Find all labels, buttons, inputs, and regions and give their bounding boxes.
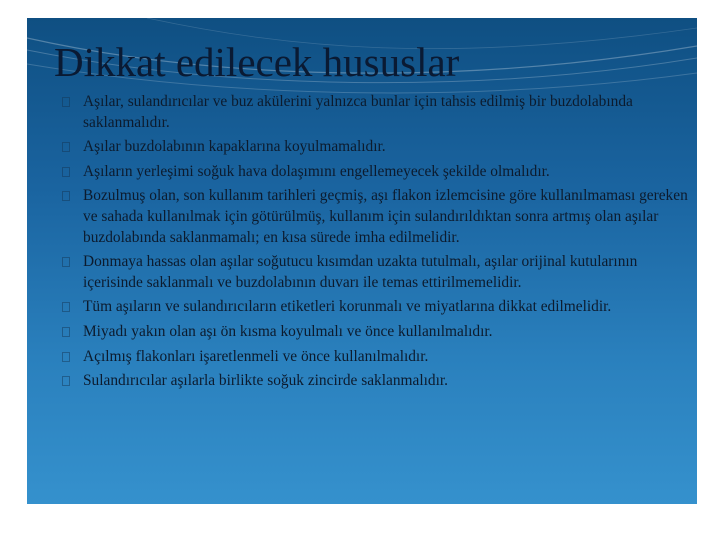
bullet-text: Aşıların yerleşimi soğuk hava dolaşımını engellemeyecek şekilde olmalıdır. — [83, 162, 550, 180]
bullet-item — [59, 322, 689, 343]
bullet-item — [59, 252, 689, 293]
bullet-text: Tüm aşıların ve sulandırıcıların etiketleri korunmalı ve miyatlarına dikkat edilmelidir. — [83, 298, 612, 316]
bullet-text: Bozulmuş olan, son kullanım tarihleri geçmiş, aşı flakon izlemcisine göre kullanılmaması gereken ve sahada kullanılmak için götürülmüş, kullanım için sulandırıldıktan sonra artmış olan aşılar buzdolabında saklanmamalı; en kısa sürede imha edilmelidir. — [83, 187, 688, 246]
bullet-text: Miyadı yakın olan aşı ön kısma koyulmalı ve önce kullanılmalıdır. — [83, 322, 493, 340]
bullet-marker-icon — [62, 142, 70, 152]
bullet-item — [59, 371, 689, 392]
bullet-item — [59, 186, 689, 248]
bullet-text: Aşılar, sulandırıcılar ve buz akülerini yalnızca bunlar için tahsis edilmiş bir buzdolabında saklanmalıdır. — [83, 93, 633, 131]
bullet-item — [59, 137, 689, 158]
bullet-marker-icon — [62, 191, 70, 201]
bullet-item — [59, 162, 689, 183]
slide-title: Dikkat edilecek hususlar — [54, 39, 460, 85]
bullet-marker-icon — [62, 97, 70, 107]
bullet-text: Açılmış flakonları işaretlenmeli ve önce kullanılmalıdır. — [83, 347, 429, 365]
bullet-marker-icon — [62, 302, 70, 312]
bullet-item — [59, 347, 689, 368]
bullet-list — [59, 92, 689, 396]
bullet-marker-icon — [62, 167, 70, 177]
bullet-text: Donmaya hassas olan aşılar soğutucu kısımdan uzakta tutulmalı, aşılar orijinal kutularının içerisinde saklanmalı ve buzdolabının duvarı ile temas ettirilmemelidir. — [83, 253, 638, 291]
bullet-item — [59, 297, 689, 318]
bullet-text: Sulandırıcılar aşılarla birlikte soğuk zincirde saklanmalıdır. — [83, 372, 448, 390]
bullet-marker-icon — [62, 376, 70, 386]
bullet-marker-icon — [62, 352, 70, 362]
bullet-marker-icon — [62, 327, 70, 337]
slide — [27, 18, 697, 504]
bullet-marker-icon — [62, 257, 70, 267]
bullet-text: Aşılar buzdolabının kapaklarına koyulmamalıdır. — [83, 138, 386, 156]
bullet-item — [59, 92, 689, 133]
